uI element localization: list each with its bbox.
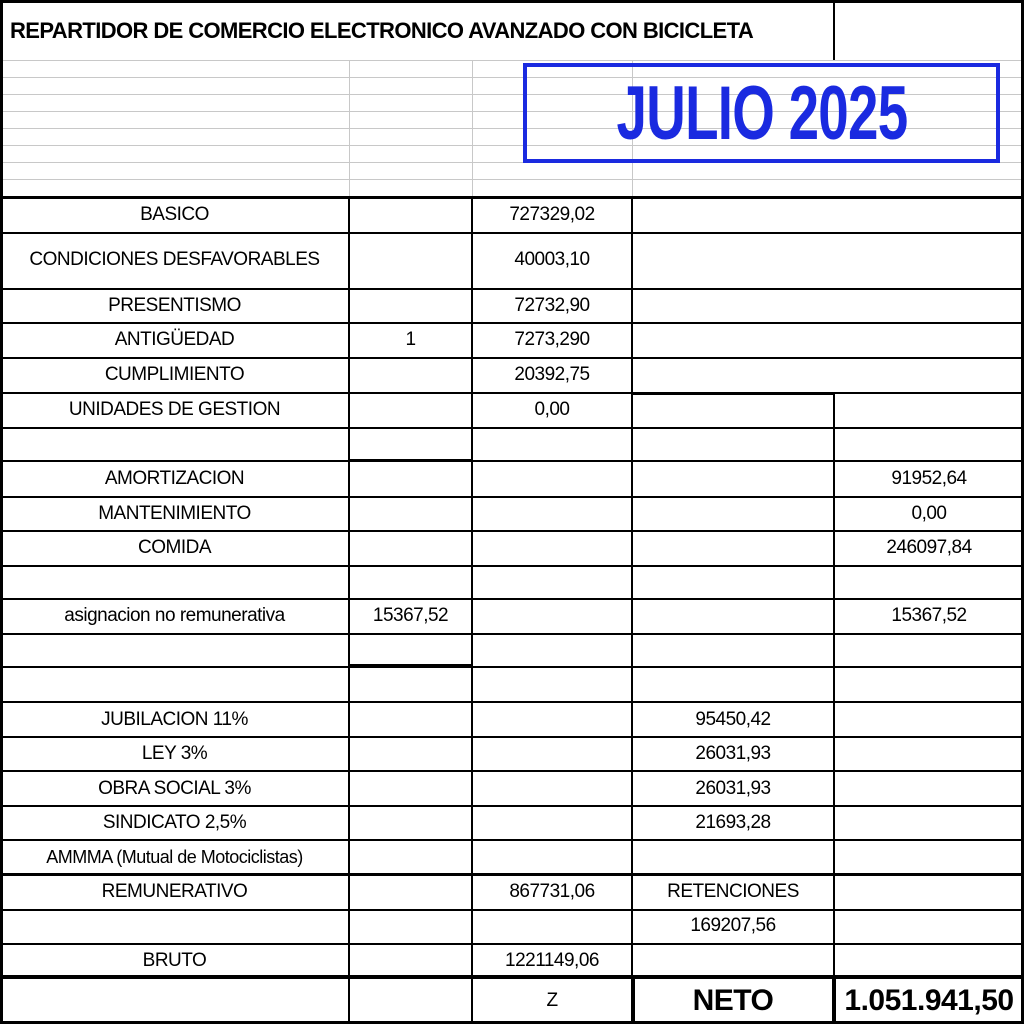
row-label-antiguedad: ANTIGÜEDAD — [114, 329, 235, 350]
border-line — [348, 459, 472, 462]
border-line — [0, 909, 1024, 911]
bruto-label: BRUTO — [142, 949, 207, 971]
remunerativo-label: REMUNERATIVO — [101, 881, 248, 902]
row-label-condiciones: CONDICIONES DESFAVORABLES — [29, 249, 320, 270]
neto-value: 1.051.941,50 — [844, 983, 1014, 1017]
row-deduction-obra-social: 26031,93 — [695, 777, 771, 799]
border-line — [0, 565, 1024, 567]
retenciones-value: 169207,56 — [690, 915, 776, 936]
row-nonrem-mantenimiento: 0,00 — [911, 502, 947, 524]
border-line — [833, 0, 835, 60]
border-line — [348, 664, 472, 667]
row-nonrem-amortizacion: 91952,64 — [891, 467, 967, 489]
row-label-obra-social: OBRA SOCIAL 3% — [98, 777, 251, 799]
row-base-asignacion: 15367,52 — [372, 605, 449, 626]
row-label-asignacion: asignacion no remunerativa — [64, 605, 285, 626]
row-label-jubilacion: JUBILACION 11% — [101, 709, 248, 730]
row-label-presentismo: PRESENTISMO — [108, 294, 241, 316]
border-line — [0, 666, 1024, 668]
row-label-amortizacion: AMORTIZACION — [104, 467, 245, 489]
border-line — [632, 392, 834, 395]
grid-line — [349, 60, 350, 197]
row-label-mantenimiento: MANTENIMIENTO — [98, 502, 251, 524]
period-box — [523, 63, 1000, 163]
row-label-cumplimiento: CUMPLIMIENTO — [104, 364, 245, 385]
row-deduction-sindicato: 21693,28 — [695, 812, 771, 833]
retenciones-label: RETENCIONES — [667, 881, 799, 902]
z-mark: Z — [546, 989, 558, 1011]
row-label-ley: LEY 3% — [141, 743, 208, 764]
row-years-antiguedad: 1 — [405, 329, 416, 350]
row-amount-antiguedad: 7273,290 — [514, 329, 590, 350]
grid-line — [472, 60, 473, 197]
row-label-sindicato: SINDICATO 2,5% — [102, 812, 247, 833]
row-deduction-ley: 26031,93 — [695, 743, 771, 764]
row-nonrem-comida: 246097,84 — [886, 537, 972, 558]
bruto-value: 1221149,06 — [505, 949, 599, 971]
row-amount-condiciones: 40003,10 — [514, 249, 590, 270]
row-amount-basico: 727329,02 — [509, 203, 595, 225]
remunerativo-value: 867731,06 — [509, 881, 595, 902]
period-label: JULIO 2025 — [616, 70, 907, 156]
border-line — [0, 427, 1024, 429]
row-label-ammma: AMMMA (Mutual de Motociclistas) — [46, 846, 303, 867]
grid-line — [0, 60, 1024, 61]
row-label-comida: COMIDA — [138, 537, 211, 558]
row-amount-presentismo: 72732,90 — [514, 294, 590, 316]
border-line — [0, 633, 1024, 635]
document-title: REPARTIDOR DE COMERCIO ELECTRONICO AVANZADO CON BICICLETA — [10, 18, 754, 43]
row-amount-cumplimiento: 20392,75 — [514, 364, 590, 385]
row-label-basico: BASICO — [140, 203, 209, 225]
row-label-unidades: UNIDADES DE GESTION — [68, 399, 281, 420]
row-deduction-jubilacion: 95450,42 — [695, 709, 771, 730]
row-amount-unidades: 0,00 — [534, 399, 570, 420]
row-nonrem-asignacion: 15367,52 — [891, 605, 967, 626]
border-line — [0, 0, 1024, 3]
neto-label: NETO — [692, 983, 774, 1017]
grid-line — [0, 179, 1024, 180]
